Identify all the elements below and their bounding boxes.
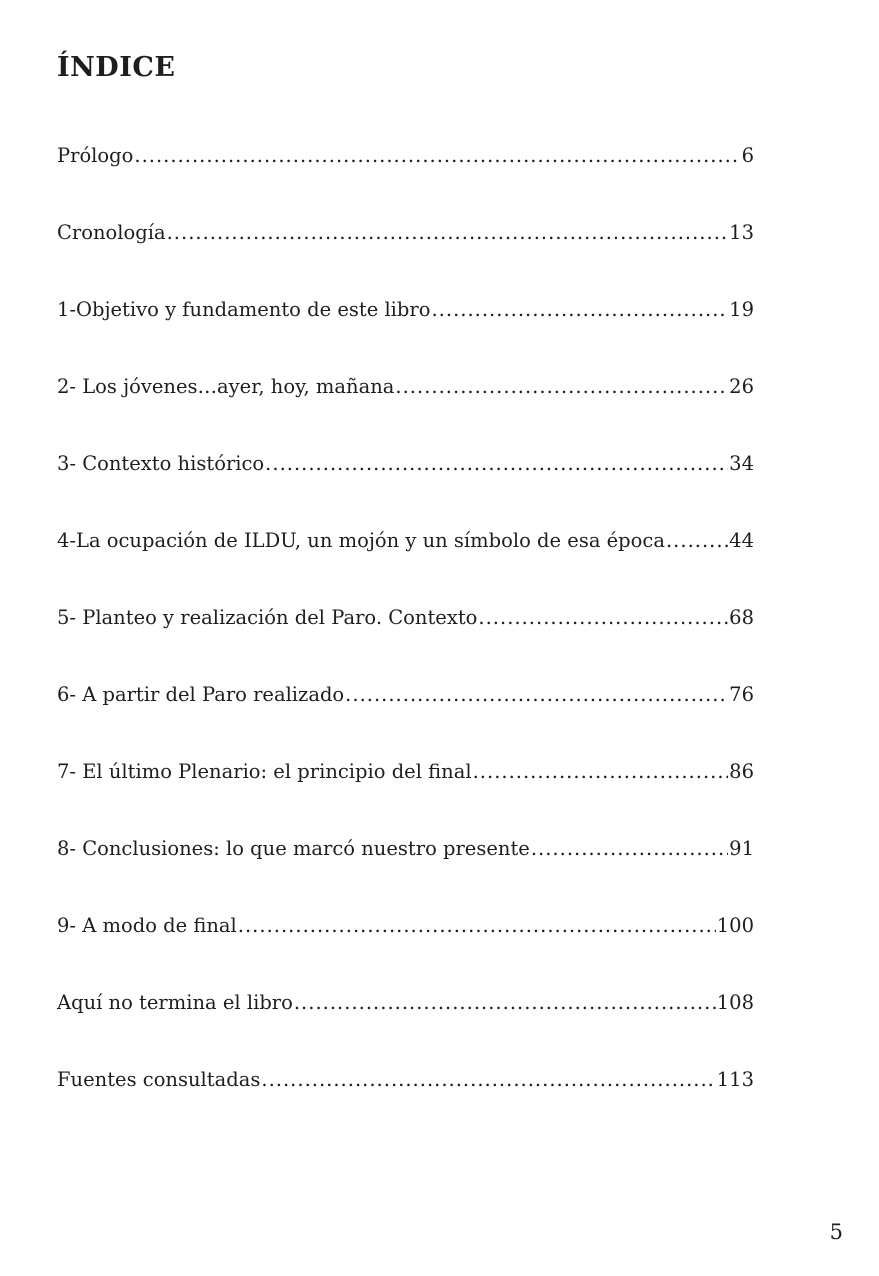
table-of-contents	[57, 140, 754, 1141]
dot-leader	[238, 910, 716, 942]
toc-entry-chapter-6[interactable]	[57, 679, 754, 756]
toc-entry-title: Prólogo	[57, 144, 134, 167]
toc-entry-fuentes[interactable]	[57, 1064, 754, 1141]
page-number: 5	[829, 1220, 843, 1244]
toc-entry-title: Cronología	[57, 221, 166, 244]
toc-entry-page: 13	[729, 221, 754, 244]
page-title: ÍNDICE	[57, 52, 176, 83]
toc-entry-title: 3- Contexto histórico	[57, 452, 265, 475]
toc-entry-cronologia[interactable]	[57, 217, 754, 294]
dot-leader	[531, 833, 728, 865]
toc-entry-title: 8- Conclusiones: lo que marcó nuestro presente	[57, 837, 530, 860]
toc-entry-title: 4-La ocupación de ILDU, un mojón y un símbolo de esa época	[57, 529, 665, 552]
toc-entry-chapter-1[interactable]	[57, 294, 754, 371]
toc-entry-page: 91	[729, 837, 754, 860]
toc-entry-chapter-3[interactable]	[57, 448, 754, 525]
dot-leader	[294, 987, 716, 1019]
toc-entry-chapter-7[interactable]	[57, 756, 754, 833]
dot-leader	[167, 217, 729, 249]
toc-entry-title: 9- A modo de final	[57, 914, 237, 937]
toc-entry-page: 6	[741, 144, 754, 167]
dot-leader	[478, 602, 728, 634]
toc-entry-title: 6- A partir del Paro realizado	[57, 683, 345, 706]
toc-entry-chapter-9[interactable]	[57, 910, 754, 987]
toc-entry-page: 26	[729, 375, 754, 398]
toc-entry-chapter-2[interactable]	[57, 371, 754, 448]
toc-entry-chapter-8[interactable]	[57, 833, 754, 910]
toc-entry-page: 19	[729, 298, 754, 321]
toc-entry-title: 7- El último Plenario: el principio del final	[57, 760, 472, 783]
toc-entry-aqui-no-termina[interactable]	[57, 987, 754, 1064]
dot-leader	[261, 1064, 715, 1096]
toc-entry-prologo[interactable]	[57, 140, 754, 217]
dot-leader	[395, 371, 728, 403]
toc-entry-chapter-5[interactable]	[57, 602, 754, 679]
toc-entry-chapter-4[interactable]	[57, 525, 754, 602]
dot-leader	[134, 140, 740, 172]
dot-leader	[265, 448, 728, 480]
toc-entry-title: Fuentes consultadas	[57, 1068, 261, 1091]
toc-entry-page: 44	[729, 529, 754, 552]
toc-entry-page: 34	[729, 452, 754, 475]
toc-entry-page: 113	[716, 1068, 754, 1091]
toc-entry-title: Aquí no termina el libro	[57, 991, 293, 1014]
dot-leader	[431, 294, 728, 326]
toc-entry-page: 108	[716, 991, 754, 1014]
toc-entry-page: 68	[729, 606, 754, 629]
toc-entry-page: 86	[729, 760, 754, 783]
dot-leader	[345, 679, 728, 711]
dot-leader	[666, 525, 728, 557]
toc-entry-title: 1-Objetivo y fundamento de este libro	[57, 298, 431, 321]
toc-entry-page: 76	[729, 683, 754, 706]
dot-leader	[473, 756, 729, 788]
toc-entry-page: 100	[716, 914, 754, 937]
toc-entry-title: 2- Los jóvenes…ayer, hoy, mañana	[57, 375, 395, 398]
toc-entry-title: 5- Planteo y realización del Paro. Contexto	[57, 606, 478, 629]
